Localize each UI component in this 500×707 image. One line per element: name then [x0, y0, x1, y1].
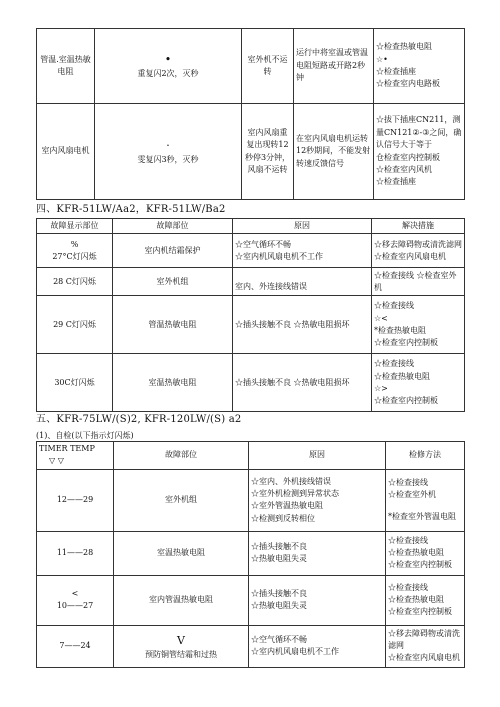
fault-fix: ☆移去障碍物或清洗滤网 ☆检查室内风扇电机 [372, 234, 465, 268]
table-row [37, 531, 465, 575]
fault-fix: ☆检查热敏电阻 ☆• ☆检查插座 ☆检查室内电路板 [374, 29, 465, 104]
fault-display: • 重复闪2次，灭秒 [95, 29, 242, 104]
fault-fix: ☆移去障碍物或清洗滤网 ☆检查室内风扇电机 [386, 625, 465, 667]
column-header: 故障显示部位 [37, 219, 113, 234]
table-row [37, 234, 465, 268]
fault-part: 室内风扇电机 [37, 104, 95, 200]
section-5-table [36, 441, 465, 668]
fault-cause: ☆插头接触不良 ☆热敏电阻损坏 [233, 296, 372, 354]
fault-phenomenon: 运行中将室温或管温电阻短路或开路2秒钟 [294, 29, 374, 104]
section-4-title: 四、KFR-51LW/Aa2，KFR-51LW/Ba2 [36, 204, 226, 215]
table-header-row [37, 219, 465, 234]
fault-part: 室外机组 [113, 268, 233, 296]
table-row [37, 354, 465, 412]
fault-cause: ☆空气循环不畅 ☆室内机风扇电机不工作 [233, 234, 372, 268]
fault-part: 室外机组 [114, 469, 249, 531]
fault-fix: ☆检查接线 ☆检查室外机 *检查室外管温电阻 [386, 469, 465, 531]
fault-part: V 预防铜管结霜和过热 [114, 625, 249, 667]
fault-phenomenon: 在室内风扇电机运转12秒期间，不能发射转速反馈信号 [294, 104, 374, 200]
table-row [37, 296, 465, 354]
fault-cause: 室内风扇重复出现转12秒停3分钟，风扇不运转 [242, 104, 294, 200]
table-continued [36, 28, 465, 200]
fault-part: 室温热敏电阻 [114, 531, 249, 575]
column-header: 原因 [249, 442, 386, 470]
column-header: 原因 [233, 219, 372, 234]
fault-display: 11——28 [37, 531, 114, 575]
fault-display: 12——29 [37, 469, 114, 531]
fault-part: 管温热敏电阻 [113, 296, 233, 354]
fault-display: % 27°C灯闪烁 [37, 234, 113, 268]
table-row [37, 625, 465, 667]
fault-cause: ☆空气循环不畅 ☆室内机风扇电机不工作 [249, 625, 386, 667]
section-5-subtitle: (1)、自检(以下指示灯闪烁) [36, 431, 134, 440]
fault-fix: ☆检查接线 ☆检查热敏电阻 ☆检查室内控制板 [386, 531, 465, 575]
fault-part: 室温热敏电阻 [113, 354, 233, 412]
column-header: 检修方法 [386, 442, 465, 470]
fault-part: 室内机结霜保护 [113, 234, 233, 268]
fault-cause: 室内、外连接线错误 [233, 268, 372, 296]
fault-fix: ☆检查接线 ☆< *检查热敏电阻 ☆检查室内控制板 [372, 296, 465, 354]
fault-fix: ☆检查接线 ☆检查室外机 [372, 268, 465, 296]
fault-display: 29 C灯闪烁 [37, 296, 113, 354]
fault-fix: ☆检查接线 ☆检查热敏电阻 ☆> ☆检查室内控制板 [372, 354, 465, 412]
fault-display: < 10——27 [37, 575, 114, 625]
fault-part: 管温.室温热敏电阻 [37, 29, 95, 104]
fault-display: 7——24 [37, 625, 114, 667]
column-header-display: TIMER TEMP ▽ ▽ [37, 442, 114, 470]
fault-display: 30C灯闪烁 [37, 354, 113, 412]
fault-fix: ☆检查接线 ☆检查热敏电阻 ☆检查室内控制板 [386, 575, 465, 625]
fault-cause: ☆插头接触不良 ☆热敏电阻失灵 [249, 575, 386, 625]
table-row [37, 469, 465, 531]
fault-cause: ☆室内、外机接线错误 ☆室外机检测到异常状态 ☆室外管温热敏电阻 ☆检测到反转相位 [249, 469, 386, 531]
fault-part: 室内管温热敏电阻 [114, 575, 249, 625]
fault-fix: ☆拔下插座CN211，测量CN121②-③之间，确认信号大于等于 仓检查室内控制板 ☆检查室内风机 ☆检查插座 [374, 104, 465, 200]
fault-cause: 室外机不运转 [242, 29, 294, 104]
fault-cause: ☆插头接触不良 ☆热敏电阻失灵 [249, 531, 386, 575]
table-row [37, 104, 465, 200]
table-header-row [37, 442, 465, 470]
table-row [37, 575, 465, 625]
fault-display: 28 C灯闪烁 [37, 268, 113, 296]
table-row [37, 268, 465, 296]
table-row [37, 29, 465, 104]
fault-display: · 雯复闪3秒，灭秒 [95, 104, 242, 200]
section-5-title: 五、KFR-75LW/(S)2, KFR-120LW/(S) a2 [36, 414, 242, 425]
column-header: 故障部位 [113, 219, 233, 234]
fault-cause: ☆插头接触不良 ☆热敏电阻损坏 [233, 354, 372, 412]
column-header: 故障部位 [114, 442, 249, 470]
section-4-table [36, 218, 465, 412]
column-header: 解决措施 [372, 219, 465, 234]
